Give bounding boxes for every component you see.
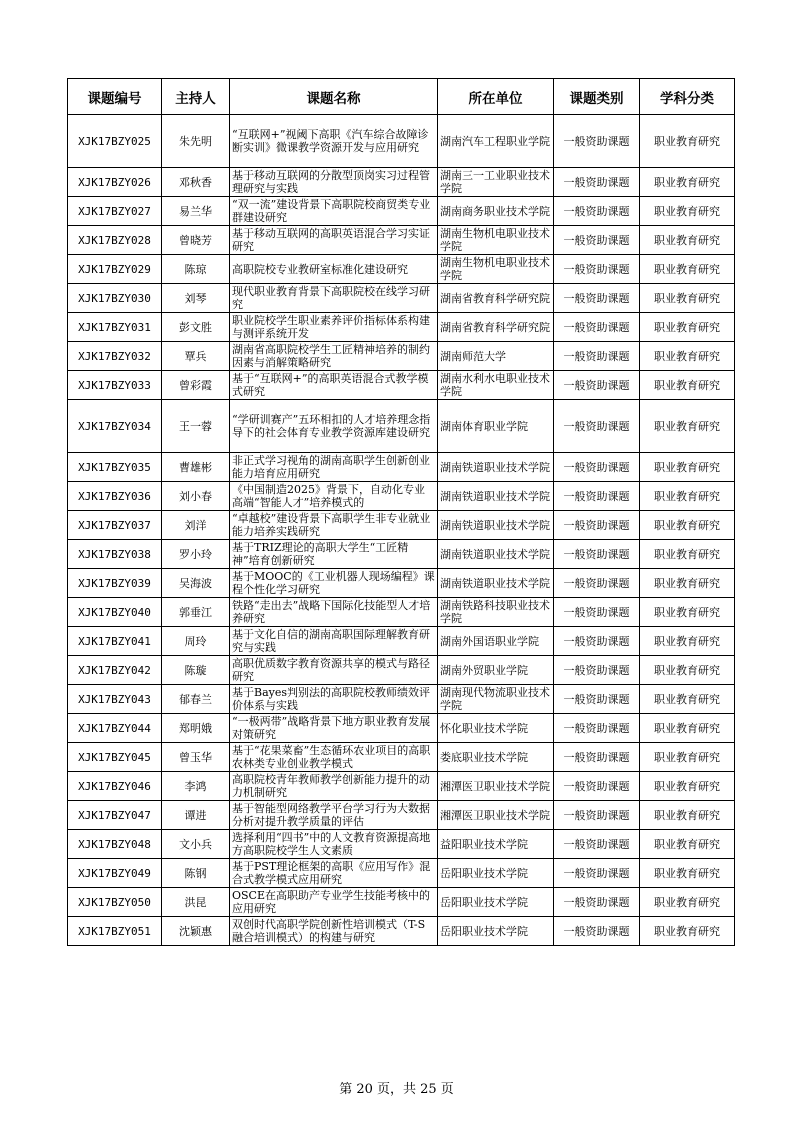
cell-subject: 职业教育研究 [640,540,735,569]
header-unit: 所在单位 [438,79,554,115]
cell-host: 谭进 [162,801,230,830]
cell-category: 一般资助课题 [554,540,640,569]
cell-code: XJK17BZY033 [68,371,162,400]
cell-unit [438,453,554,482]
cell-subject: 职业教育研究 [640,284,735,313]
cell-code: XJK17BZY050 [68,888,162,917]
cell-category: 一般资助课题 [554,342,640,371]
cell-title [230,801,438,830]
table-row [68,540,735,569]
cell-title [230,197,438,226]
cell-unit [438,714,554,743]
cell-unit [438,569,554,598]
cell-unit [438,772,554,801]
cell-title [230,830,438,859]
cell-category: 一般资助课题 [554,743,640,772]
table-row [68,743,735,772]
cell-host: 陈璇 [162,656,230,685]
cell-host: 刘洋 [162,511,230,540]
cell-code: XJK17BZY031 [68,313,162,342]
cell-unit-text: 岳阳职业技术学院 [440,866,528,880]
cell-host: 曾彩霞 [162,371,230,400]
header-host: 主持人 [162,79,230,115]
table-row [68,859,735,888]
table-row [68,772,735,801]
cell-code: XJK17BZY032 [68,342,162,371]
cell-title [230,226,438,255]
cell-category: 一般资助课题 [554,917,640,946]
cell-title [230,284,438,313]
cell-unit-text: 岳阳职业技术学院 [440,895,528,909]
cell-code: XJK17BZY042 [68,656,162,685]
cell-unit [438,313,554,342]
cell-code: XJK17BZY038 [68,540,162,569]
cell-unit-text: 湘潭医卫职业技术学院 [440,779,550,793]
cell-category: 一般资助课题 [554,569,640,598]
cell-host: 刘小春 [162,482,230,511]
table-row [68,656,735,685]
cell-code: XJK17BZY030 [68,284,162,313]
cell-unit-text: 湖南省教育科学研究院 [440,291,550,305]
cell-title-text: 基于“花果菜畜”生态循环农业项目的高职农林类专业创业教学模式 [232,744,431,770]
cell-title [230,569,438,598]
cell-host: 文小兵 [162,830,230,859]
cell-title [230,714,438,743]
cell-title-text: 湖南省高职院校学生工匠精神培养的制约因素与消解策略研究 [232,343,430,369]
cell-title-text: “卓越校”建设背景下高职学生非专业就业能力培养实践研究 [232,512,431,538]
cell-title-text: 基于移动互联网的分散型顶岗实习过程管理研究与实践 [232,169,430,195]
cell-subject: 职业教育研究 [640,888,735,917]
table-row [68,511,735,540]
cell-title [230,540,438,569]
cell-unit-text: 益阳职业技术学院 [440,837,528,851]
cell-subject: 职业教育研究 [640,714,735,743]
header-title: 课题名称 [230,79,438,115]
table-row [68,453,735,482]
cell-subject: 职业教育研究 [640,255,735,284]
cell-code: XJK17BZY037 [68,511,162,540]
cell-code: XJK17BZY041 [68,627,162,656]
cell-title-text: 高职院校青年教师教学创新能力提升的动力机制研究 [232,773,430,799]
cell-title-text: 现代职业教育背景下高职院校在线学习研究 [232,285,430,311]
cell-host: 邓秋香 [162,168,230,197]
cell-unit-text: 湖南外国语职业学院 [440,634,539,648]
cell-code: XJK17BZY035 [68,453,162,482]
cell-subject: 职业教育研究 [640,342,735,371]
cell-title-text: “一极两带”战略背景下地方职业教育发展对策研究 [232,715,431,741]
cell-unit-text: 湖南铁道职业技术学院 [440,518,550,532]
cell-category: 一般资助课题 [554,830,640,859]
cell-subject: 职业教育研究 [640,400,735,453]
cell-subject: 职业教育研究 [640,801,735,830]
cell-unit [438,226,554,255]
cell-unit [438,888,554,917]
cell-host: 曾玉华 [162,743,230,772]
cell-code: XJK17BZY039 [68,569,162,598]
cell-title-text: 非正式学习视角的湖南高职学生创新创业能力培育应用研究 [232,454,430,480]
cell-category: 一般资助课题 [554,284,640,313]
cell-unit-text: 湖南外贸职业学院 [440,663,528,677]
cell-title-text: OSCE在高职助产专业学生技能考核中的应用研究 [232,889,430,915]
cell-category: 一般资助课题 [554,685,640,714]
table-row [68,917,735,946]
cell-category: 一般资助课题 [554,801,640,830]
cell-title [230,115,438,168]
cell-code: XJK17BZY048 [68,830,162,859]
cell-title [230,917,438,946]
cell-category: 一般资助课题 [554,400,640,453]
cell-code: XJK17BZY029 [68,255,162,284]
table-row [68,888,735,917]
cell-subject: 职业教育研究 [640,859,735,888]
table-row [68,685,735,714]
cell-category: 一般资助课题 [554,255,640,284]
cell-category: 一般资助课题 [554,656,640,685]
cell-host: 郭垂江 [162,598,230,627]
cell-host: 郑明娥 [162,714,230,743]
table-row [68,255,735,284]
cell-unit [438,656,554,685]
cell-code: XJK17BZY047 [68,801,162,830]
cell-unit [438,400,554,453]
cell-category: 一般资助课题 [554,772,640,801]
cell-host: 王一蓉 [162,400,230,453]
cell-title-text: 铁路“走出去”战略下国际化技能型人才培养研究 [232,599,431,625]
cell-unit [438,342,554,371]
cell-unit-text: 湖南铁道职业技术学院 [440,489,550,503]
cell-subject: 职业教育研究 [640,168,735,197]
table-row [68,168,735,197]
cell-host: 陈钢 [162,859,230,888]
cell-unit [438,115,554,168]
cell-category: 一般资助课题 [554,714,640,743]
cell-category: 一般资助课题 [554,168,640,197]
cell-title-text: 双创时代高职学院创新性培训模式（T-S融合培训模式）的构建与研究 [232,918,426,944]
cell-host: 易兰华 [162,197,230,226]
cell-category: 一般资助课题 [554,313,640,342]
cell-subject: 职业教育研究 [640,569,735,598]
cell-host: 周玲 [162,627,230,656]
cell-title [230,627,438,656]
cell-unit-text: 湖南生物机电职业技术学院 [440,227,550,253]
cell-code: XJK17BZY028 [68,226,162,255]
cell-code: XJK17BZY043 [68,685,162,714]
cell-unit [438,917,554,946]
header-subject: 学科分类 [640,79,735,115]
cell-title [230,342,438,371]
cell-unit [438,598,554,627]
cell-unit [438,685,554,714]
cell-category: 一般资助课题 [554,888,640,917]
table-row [68,400,735,453]
cell-unit [438,540,554,569]
cell-unit [438,284,554,313]
cell-code: XJK17BZY036 [68,482,162,511]
project-table [67,78,735,946]
table-row [68,627,735,656]
cell-unit [438,511,554,540]
cell-category: 一般资助课题 [554,371,640,400]
cell-unit-text: 湖南生物机电职业技术学院 [440,256,550,282]
cell-unit [438,255,554,284]
cell-unit-text: 湖南三一工业职业技术学院 [440,169,550,195]
cell-title-text: 基于智能型网络教学平台学习行为大数据分析对提升教学质量的评估 [232,802,430,828]
cell-subject: 职业教育研究 [640,226,735,255]
table-row [68,714,735,743]
cell-host: 沈颖惠 [162,917,230,946]
cell-code: XJK17BZY046 [68,772,162,801]
cell-unit [438,743,554,772]
cell-code: XJK17BZY045 [68,743,162,772]
cell-title-text: 基于MOOC的《工业机器人现场编程》课程个性化学习研究 [232,570,435,596]
cell-subject: 职业教育研究 [640,627,735,656]
cell-title-text: 《中国制造2025》背景下，自动化专业高端“智能人才”培养模式的 [232,483,425,509]
cell-unit [438,197,554,226]
table-row [68,801,735,830]
table-row [68,284,735,313]
table-row [68,482,735,511]
cell-title-text: 基于“互联网+”的高职英语混合式教学模式研究 [232,372,429,398]
cell-host: 洪昆 [162,888,230,917]
cell-unit-text: 湖南铁道职业技术学院 [440,576,550,590]
cell-title [230,656,438,685]
table-row [68,313,735,342]
cell-subject: 职业教育研究 [640,772,735,801]
cell-host: 彭文胜 [162,313,230,342]
cell-host: 朱先明 [162,115,230,168]
cell-title-text: 基于移动互联网的高职英语混合学习实证研究 [232,227,430,253]
cell-unit [438,859,554,888]
cell-title-text: 职业院校学生职业素养评价指标体系构建与测评系统开发 [232,314,430,340]
cell-code: XJK17BZY040 [68,598,162,627]
header-code: 课题编号 [68,79,162,115]
cell-category: 一般资助课题 [554,598,640,627]
table-row [68,226,735,255]
cell-unit-text: 湖南省教育科学研究院 [440,320,550,334]
cell-title-text: 基于Bayes判别法的高职院校教师绩效评价体系与实践 [232,686,431,712]
cell-title-text: 基于TRIZ理论的高职大学生“工匠精神”培育创新研究 [232,541,409,567]
cell-title [230,400,438,453]
cell-unit-text: 湖南铁道职业技术学院 [440,460,550,474]
cell-code: XJK17BZY034 [68,400,162,453]
cell-subject: 职业教育研究 [640,115,735,168]
cell-host: 陈琼 [162,255,230,284]
cell-title [230,168,438,197]
cell-category: 一般资助课题 [554,627,640,656]
cell-code: XJK17BZY051 [68,917,162,946]
cell-unit-text: 湖南现代物流职业技术学院 [440,686,550,712]
cell-subject: 职业教育研究 [640,453,735,482]
cell-subject: 职业教育研究 [640,598,735,627]
cell-unit-text: 湖南铁路科技职业技术学院 [440,599,550,625]
cell-subject: 职业教育研究 [640,917,735,946]
table-row [68,342,735,371]
cell-title [230,859,438,888]
cell-host: 曾晓芳 [162,226,230,255]
cell-category: 一般资助课题 [554,453,640,482]
cell-host: 郁春兰 [162,685,230,714]
header-row [68,79,735,115]
cell-unit [438,830,554,859]
cell-title [230,371,438,400]
cell-subject: 职业教育研究 [640,197,735,226]
cell-title-text: 选择利用“四书”中的人文教育资源提高地方高职院校学生人文素质 [232,831,431,857]
cell-category: 一般资助课题 [554,482,640,511]
cell-host: 吴海波 [162,569,230,598]
cell-title-text: 高职院校专业教研室标准化建设研究 [232,262,408,276]
cell-unit-text: 怀化职业技术学院 [440,721,528,735]
table-row [68,830,735,859]
cell-subject: 职业教育研究 [640,743,735,772]
cell-title-text: 基于文化自信的湖南高职国际理解教育研究与实践 [232,628,430,654]
cell-category: 一般资助课题 [554,511,640,540]
cell-code: XJK17BZY049 [68,859,162,888]
cell-title-text: “双一流”建设背景下高职院校商贸类专业群建设研究 [232,198,431,224]
cell-unit-text: 湖南师范大学 [440,349,506,363]
page-number: 第 20 页，共 25 页 [339,1082,454,1097]
cell-category: 一般资助课题 [554,115,640,168]
cell-unit [438,168,554,197]
cell-code: XJK17BZY044 [68,714,162,743]
cell-host: 罗小玲 [162,540,230,569]
cell-subject: 职业教育研究 [640,830,735,859]
header-category: 课题类别 [554,79,640,115]
cell-title [230,453,438,482]
cell-title [230,772,438,801]
cell-subject: 职业教育研究 [640,482,735,511]
cell-unit-text: 湖南商务职业技术学院 [440,204,550,218]
cell-host: 李鸿 [162,772,230,801]
cell-title [230,598,438,627]
cell-category: 一般资助课题 [554,197,640,226]
cell-unit [438,801,554,830]
cell-title [230,743,438,772]
cell-unit [438,482,554,511]
cell-title [230,685,438,714]
cell-title [230,313,438,342]
cell-title [230,255,438,284]
cell-subject: 职业教育研究 [640,371,735,400]
table-row [68,197,735,226]
cell-host: 曹雄彬 [162,453,230,482]
cell-code: XJK17BZY025 [68,115,162,168]
cell-unit-text: 湖南体育职业学院 [440,419,528,433]
cell-title [230,888,438,917]
cell-title-text: 基于PST理论框架的高职《应用写作》混合式教学模式应用研究 [232,860,431,886]
cell-subject: 职业教育研究 [640,313,735,342]
cell-unit-text: 娄底职业技术学院 [440,750,528,764]
cell-unit [438,627,554,656]
cell-unit-text: 湖南水利水电职业技术学院 [440,372,550,398]
cell-subject: 职业教育研究 [640,656,735,685]
cell-category: 一般资助课题 [554,226,640,255]
cell-category: 一般资助课题 [554,859,640,888]
table-row [68,371,735,400]
cell-subject: 职业教育研究 [640,511,735,540]
table-row [68,569,735,598]
cell-title [230,482,438,511]
cell-code: XJK17BZY026 [68,168,162,197]
cell-unit-text: 湖南铁道职业技术学院 [440,547,550,561]
cell-unit-text: 岳阳职业技术学院 [440,924,528,938]
cell-code: XJK17BZY027 [68,197,162,226]
cell-unit-text: 湖南汽车工程职业学院 [440,134,550,148]
cell-host: 覃兵 [162,342,230,371]
cell-title-text: “互联网+”视阈下高职《汽车综合故障诊断实训》微课教学资源开发与应用研究 [232,128,429,154]
table-row [68,598,735,627]
cell-title [230,511,438,540]
cell-unit [438,371,554,400]
cell-title-text: “学研训赛产”五环相扣的人才培养理念指导下的社会体育专业教学资源库建设研究 [232,413,431,439]
table-row [68,115,735,168]
cell-title-text: 高职优质数字教育资源共享的模式与路径研究 [232,657,430,683]
cell-host: 刘琴 [162,284,230,313]
cell-subject: 职业教育研究 [640,685,735,714]
cell-unit-text: 湘潭医卫职业技术学院 [440,808,550,822]
